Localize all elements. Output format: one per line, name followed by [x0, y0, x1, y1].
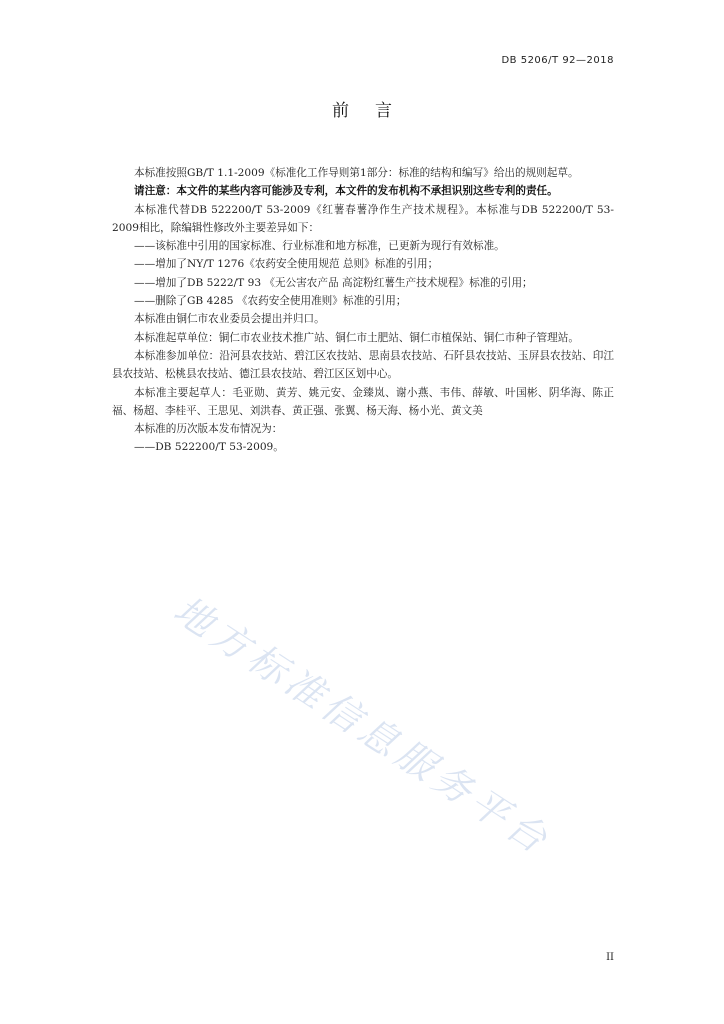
- paragraph-replacement: 本标准代替DB 522200/T 53-2009《红薯春薯净作生产技术规程》。本标准与DB 522200/T 53-2009相比，除编辑性修改外主要差异如下：: [112, 203, 614, 234]
- watermark-text: 地方标准信息服务平台: [166, 587, 560, 865]
- paragraph-main-drafters: 本标准主要起草人：毛亚勋、黄芳、姚元安、金臻岚、谢小燕、韦伟、薛敏、叶国彬、阴华海、陈正福、杨超、李桂平、王思见、刘洪春、黄正强、张翼、杨天海、杨小光、黄文美: [112, 386, 614, 417]
- page-number: II: [606, 952, 614, 963]
- standard-code-header: DB 5206/T 92—2018: [501, 55, 614, 66]
- list-item-change-2: ——增加了NY/T 1276《农药安全使用规范 总则》标准的引用；: [134, 258, 439, 271]
- list-item-previous-version: ——DB 522200/T 53-2009。: [134, 441, 284, 454]
- foreword-body: [112, 164, 614, 457]
- paragraph-proposer: 本标准由铜仁市农业委员会提出并归口。: [134, 313, 325, 326]
- page-title: 前言: [332, 101, 418, 121]
- paragraph-drafting-rules: 本标准按照GB/T 1.1-2009《标准化工作导则第1部分：标准的结构和编写》给出的规则起草。: [134, 167, 579, 179]
- list-item-change-3: ——增加了DB 5222/T 93 《无公害农产品 高淀粉红薯生产技术规程》标准的引用；: [134, 276, 533, 289]
- list-item-change-1: ——该标准中引用的国家标准、行业标准和地方标准，已更新为现行有效标准。: [134, 240, 505, 253]
- paragraph-participating-units: 本标准参加单位：沿河县农技站、碧江区农技站、思南县农技站、石阡县农技站、玉屏县农技站、印江县农技站、松桃县农技站、德江县农技站、碧江区区划中心。: [112, 349, 614, 381]
- list-item-change-4: ——删除了GB 4285 《农药安全使用准则》标准的引用；: [134, 295, 407, 308]
- paragraph-version-history: 本标准的历次版本发布情况为：: [134, 423, 283, 436]
- paragraph-drafting-units: 本标准起草单位：铜仁市农业技术推广站、铜仁市土肥站、铜仁市植保站、铜仁市种子管理站。: [134, 331, 579, 344]
- paragraph-patent-notice: 请注意：本文件的某些内容可能涉及专利，本文件的发布机构不承担识别这些专利的责任。: [134, 185, 558, 198]
